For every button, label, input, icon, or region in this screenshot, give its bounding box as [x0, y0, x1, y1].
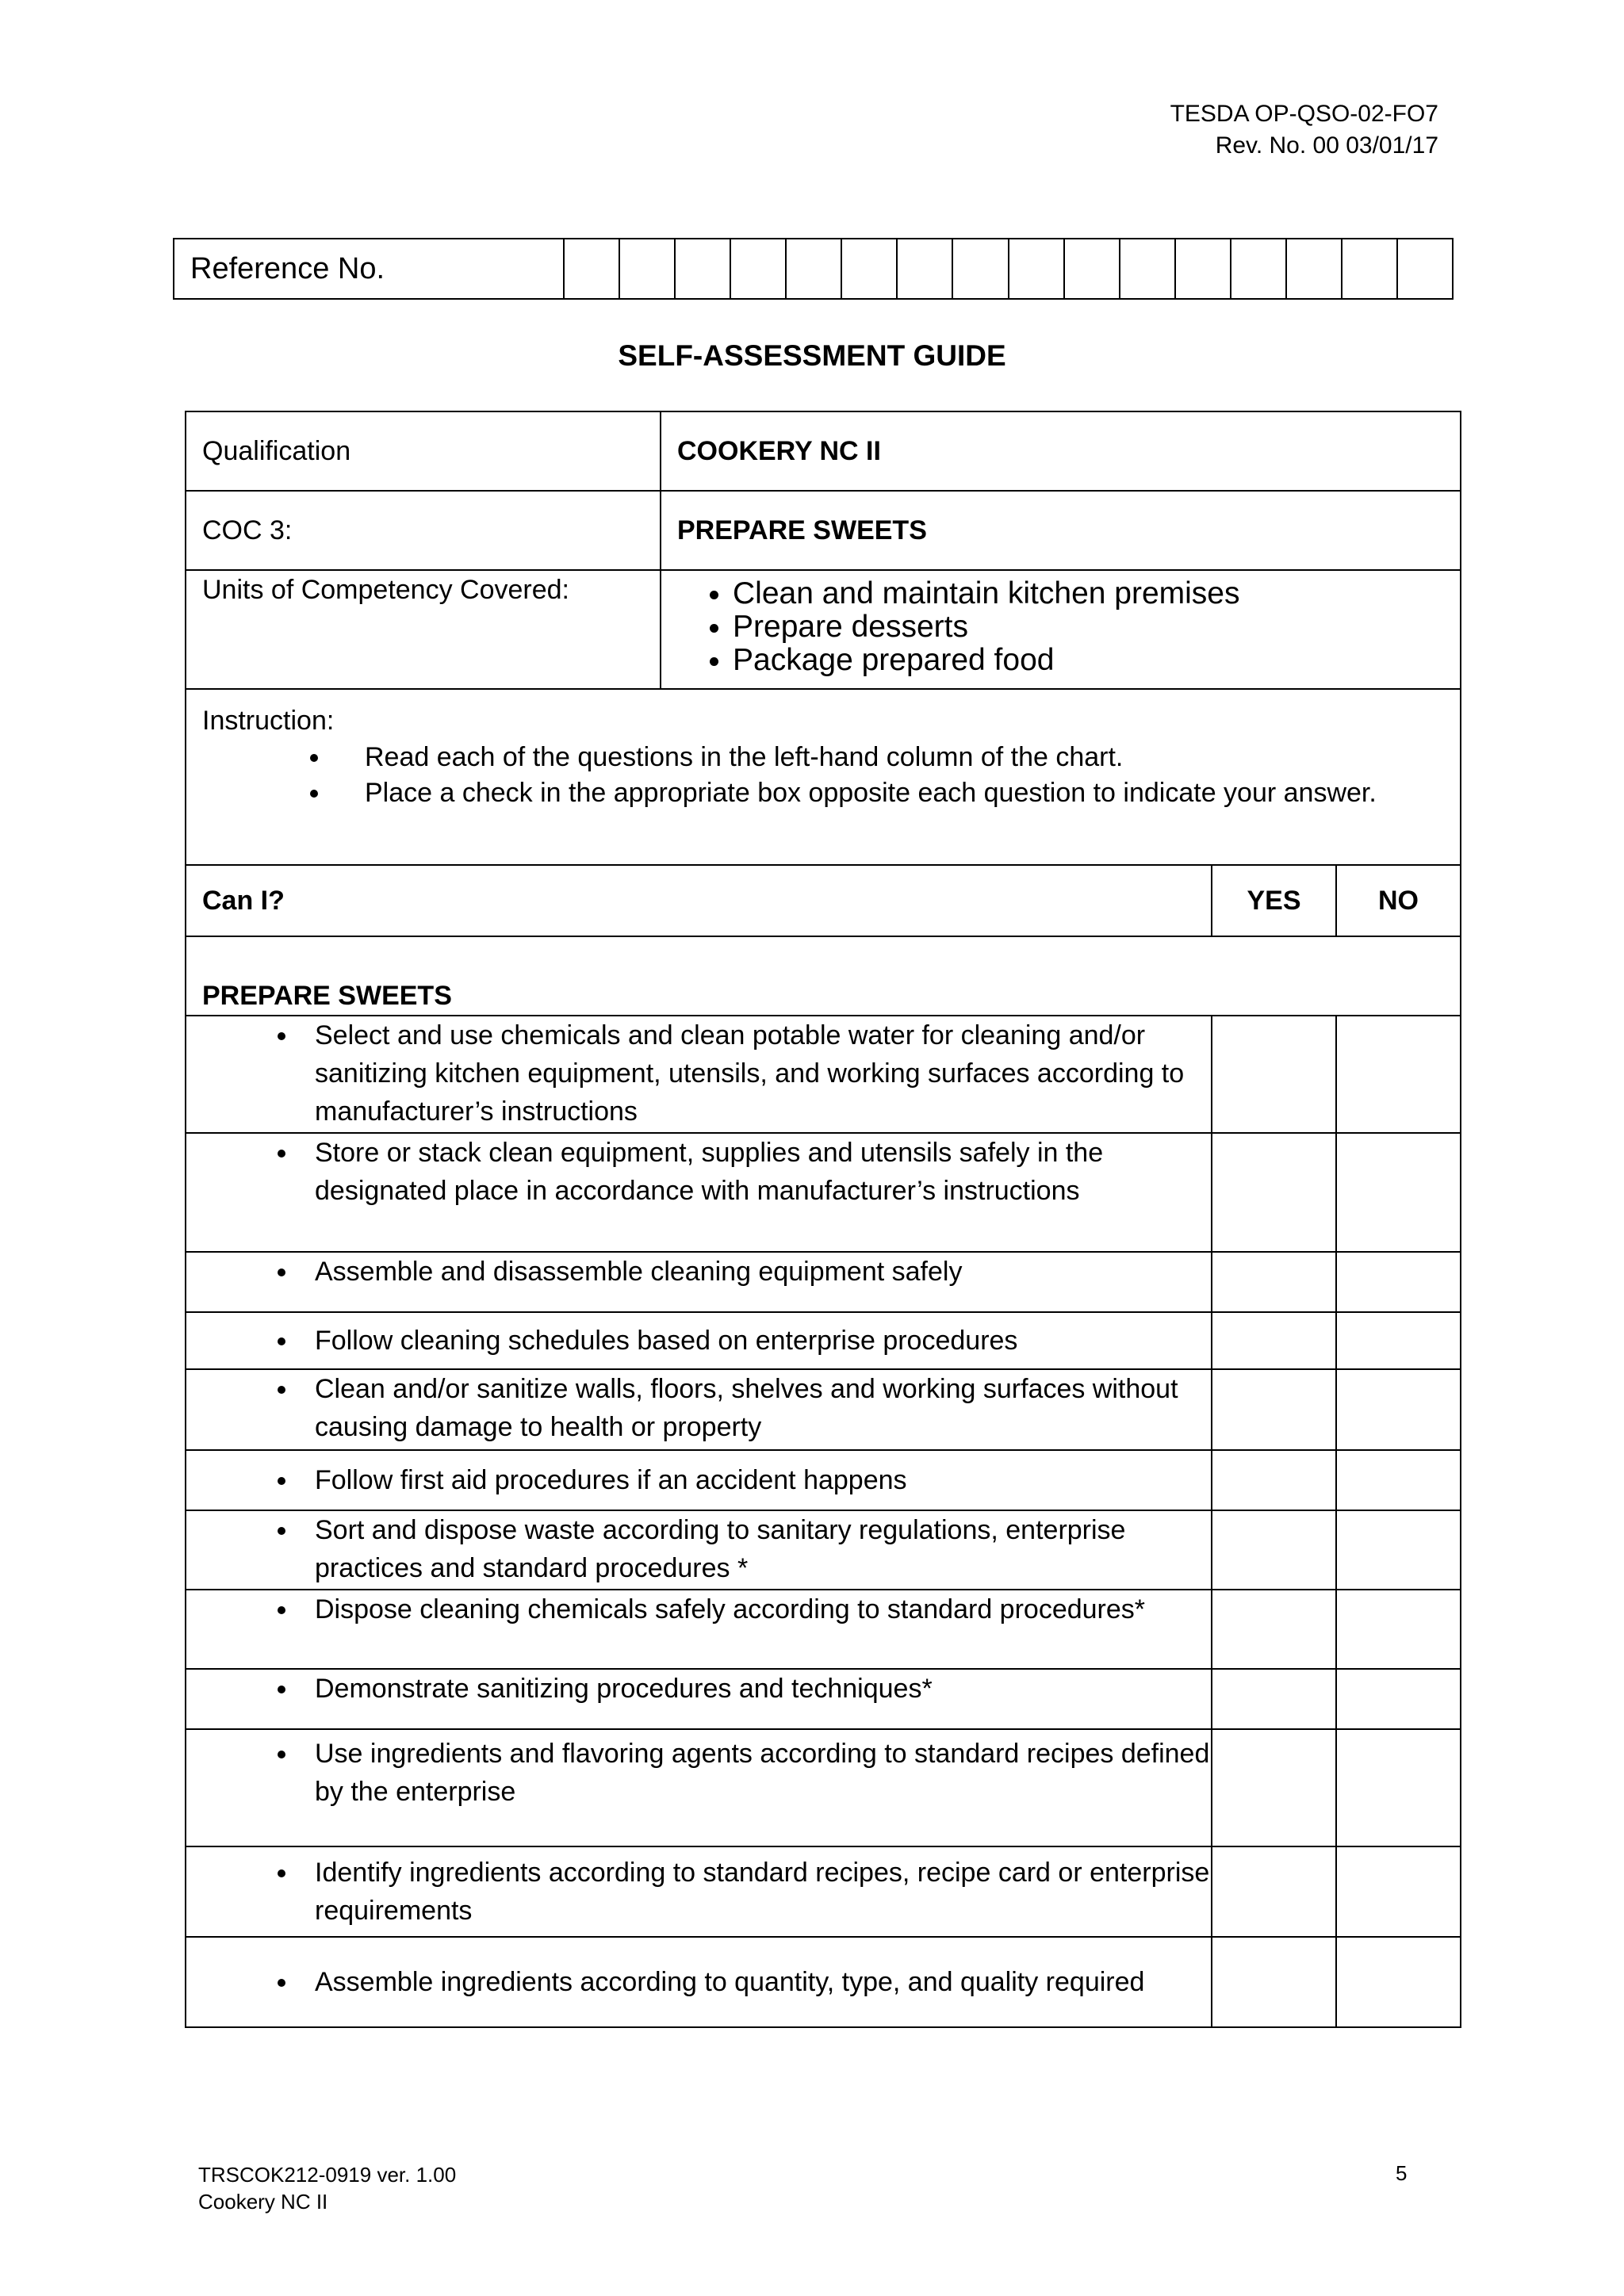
- column-header-no: NO: [1336, 865, 1461, 936]
- instruction-label: Instruction:: [202, 706, 335, 736]
- table-row: [186, 1846, 1461, 1937]
- question-text: • Follow first aid procedures if an accident happens: [299, 1461, 1211, 1499]
- yes-checkbox[interactable]: [1212, 1510, 1336, 1590]
- question-cell: [186, 1252, 1212, 1312]
- table-row: [186, 1729, 1461, 1846]
- no-checkbox[interactable]: [1336, 1669, 1461, 1729]
- coc-label: COC 3:: [186, 491, 661, 570]
- yes-checkbox[interactable]: [1212, 1133, 1336, 1252]
- reference-box[interactable]: [786, 239, 841, 299]
- reference-box[interactable]: [1120, 239, 1175, 299]
- reference-box[interactable]: [1009, 239, 1064, 299]
- reference-label: Reference No.: [174, 239, 564, 299]
- footer: [198, 2161, 456, 2215]
- question-text: • Store or stack clean equipment, supplies and utensils safely in the designated place in accordance with manufacturer’s instructions: [299, 1134, 1211, 1210]
- list-item: • Place a check in the appropriate box opposite each question to indicate your answer.: [331, 775, 1460, 811]
- table-row: [186, 1937, 1461, 2027]
- revision-number: Rev. No. 00 03/01/17: [1215, 132, 1438, 159]
- question-cell: [186, 1312, 1212, 1369]
- units-cell: [661, 570, 1461, 689]
- reference-box[interactable]: [1397, 239, 1453, 299]
- question-text: • Clean and/or sanitize walls, floors, shelves and working surfaces without causing damage to health or property: [299, 1370, 1211, 1446]
- yes-checkbox[interactable]: [1212, 1729, 1336, 1846]
- no-checkbox[interactable]: [1336, 1312, 1461, 1369]
- yes-checkbox[interactable]: [1212, 1669, 1336, 1729]
- reference-box[interactable]: [1175, 239, 1231, 299]
- table-row: [186, 1312, 1461, 1369]
- table-row: [186, 1369, 1461, 1450]
- self-assessment-table: [185, 411, 1461, 2028]
- question-text: • Select and use chemicals and clean potable water for cleaning and/or sanitizing kitchen equipment, utensils, and working surfaces according to manufacturer’s instructions: [299, 1016, 1211, 1131]
- table-row: [186, 1133, 1461, 1252]
- no-checkbox[interactable]: [1336, 1369, 1461, 1450]
- reference-box[interactable]: [619, 239, 675, 299]
- question-text: • Sort and dispose waste according to sanitary regulations, enterprise practices and standard procedures *: [299, 1511, 1211, 1587]
- question-cell: [186, 1846, 1212, 1937]
- question-text: • Assemble ingredients according to quantity, type, and quality required: [299, 1963, 1211, 2001]
- reference-box[interactable]: [730, 239, 786, 299]
- table-row: [186, 1252, 1461, 1312]
- question-cell: [186, 1450, 1212, 1510]
- yes-checkbox[interactable]: [1212, 1369, 1336, 1450]
- no-checkbox[interactable]: [1336, 1846, 1461, 1937]
- question-text: • Follow cleaning schedules based on enterprise procedures: [299, 1322, 1211, 1360]
- document-name: Cookery NC II: [198, 2190, 328, 2214]
- form-code: TESDA OP-QSO-02-FO7: [1170, 101, 1438, 127]
- list-item: • Prepare desserts: [733, 610, 1460, 644]
- column-header-yes: YES: [1212, 865, 1336, 936]
- yes-checkbox[interactable]: [1212, 1312, 1336, 1369]
- no-checkbox[interactable]: [1336, 1252, 1461, 1312]
- list-item: • Clean and maintain kitchen premises: [733, 577, 1460, 610]
- column-header-question: Can I?: [186, 865, 1212, 936]
- question-text: • Assemble and disassemble cleaning equipment safely: [299, 1253, 1211, 1291]
- reference-box[interactable]: [1342, 239, 1397, 299]
- question-cell: [186, 1937, 1212, 2027]
- question-text: • Demonstrate sanitizing procedures and techniques*: [299, 1670, 1211, 1708]
- yes-checkbox[interactable]: [1212, 1450, 1336, 1510]
- question-text: • Identify ingredients according to standard recipes, recipe card or enterprise requirements: [299, 1854, 1211, 1930]
- no-checkbox[interactable]: [1336, 1450, 1461, 1510]
- no-checkbox[interactable]: [1336, 1590, 1461, 1669]
- no-checkbox[interactable]: [1336, 1937, 1461, 2027]
- qualification-label: Qualification: [186, 411, 661, 491]
- document-code: TRSCOK212-0919 ver. 1.00: [198, 2163, 457, 2187]
- coc-value: PREPARE SWEETS: [661, 491, 1461, 570]
- yes-checkbox[interactable]: [1212, 1252, 1336, 1312]
- no-checkbox[interactable]: [1336, 1510, 1461, 1590]
- reference-box[interactable]: [1064, 239, 1120, 299]
- question-text: • Use ingredients and flavoring agents according to standard recipes defined by the enterprise: [299, 1735, 1211, 1811]
- question-cell: [186, 1590, 1212, 1669]
- table-row: [186, 1590, 1461, 1669]
- units-label: Units of Competency Covered:: [186, 570, 661, 689]
- question-cell: [186, 1369, 1212, 1450]
- no-checkbox[interactable]: [1336, 1729, 1461, 1846]
- table-row: [186, 1016, 1461, 1133]
- reference-box[interactable]: [1286, 239, 1342, 299]
- question-cell: [186, 1729, 1212, 1846]
- reference-box[interactable]: [564, 239, 619, 299]
- units-list: [661, 577, 1460, 677]
- form-header: [1170, 98, 1438, 162]
- qualification-value: COOKERY NC II: [661, 411, 1461, 491]
- page-title: SELF-ASSESSMENT GUIDE: [618, 339, 1006, 372]
- question-cell: [186, 1016, 1212, 1133]
- instruction-list: [202, 740, 1460, 811]
- yes-checkbox[interactable]: [1212, 1590, 1336, 1669]
- question-cell: [186, 1133, 1212, 1252]
- yes-checkbox[interactable]: [1212, 1016, 1336, 1133]
- reference-box[interactable]: [952, 239, 1008, 299]
- instruction-cell: [186, 689, 1461, 865]
- reference-box[interactable]: [675, 239, 730, 299]
- page-number: 5: [1396, 2161, 1408, 2185]
- yes-checkbox[interactable]: [1212, 1846, 1336, 1937]
- question-cell: [186, 1669, 1212, 1729]
- reference-box[interactable]: [897, 239, 952, 299]
- question-cell: [186, 1510, 1212, 1590]
- no-checkbox[interactable]: [1336, 1016, 1461, 1133]
- list-item: • Read each of the questions in the left-hand column of the chart.: [331, 740, 1460, 775]
- table-row: [186, 1450, 1461, 1510]
- table-row: [186, 1510, 1461, 1590]
- list-item: • Package prepared food: [733, 644, 1460, 677]
- reference-number-table: [173, 238, 1454, 300]
- table-row: [186, 1669, 1461, 1729]
- reference-box[interactable]: [841, 239, 897, 299]
- reference-box[interactable]: [1231, 239, 1286, 299]
- section-title: PREPARE SWEETS: [186, 936, 1461, 1016]
- question-text: • Dispose cleaning chemicals safely according to standard procedures*: [299, 1590, 1211, 1628]
- yes-checkbox[interactable]: [1212, 1937, 1336, 2027]
- no-checkbox[interactable]: [1336, 1133, 1461, 1252]
